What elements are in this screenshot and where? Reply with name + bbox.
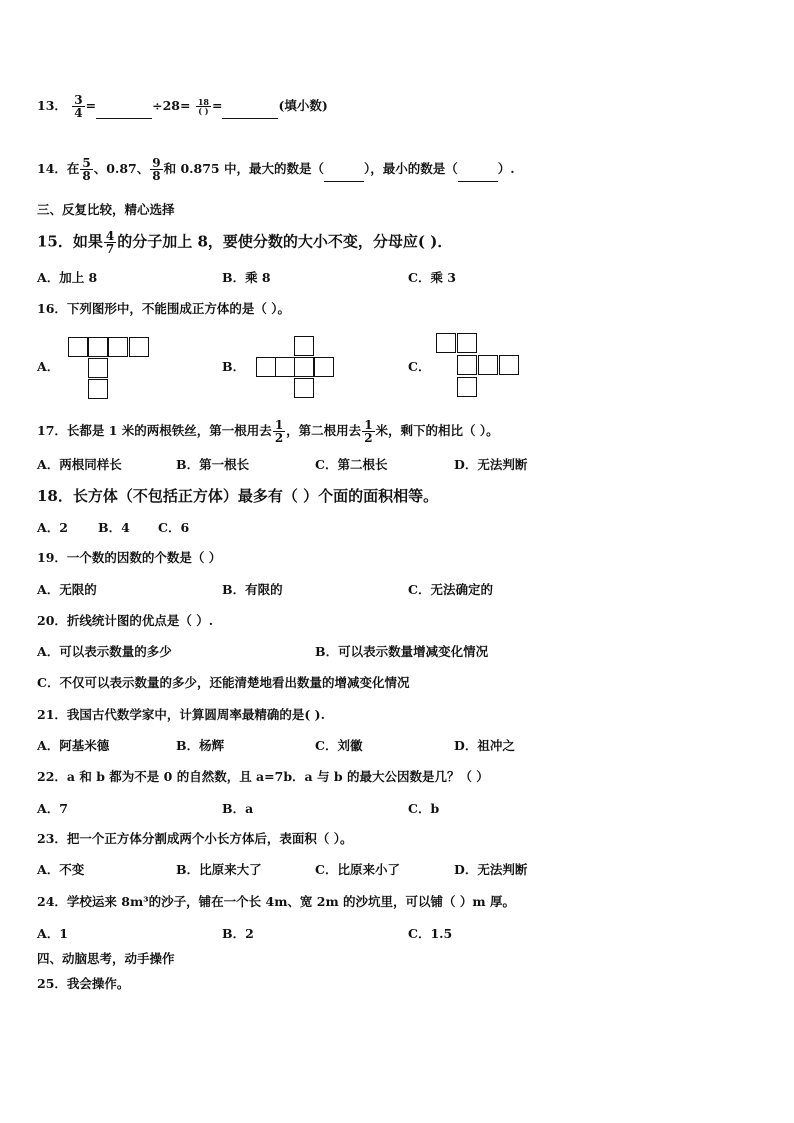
net-square (88, 358, 108, 378)
option-c[interactable]: C．b (408, 801, 440, 816)
net-square (457, 333, 477, 353)
net-square (499, 355, 519, 375)
section-heading: 三、反复比较，精心选择 (37, 202, 175, 217)
option-a[interactable]: A．7 (37, 801, 68, 816)
net-square (294, 357, 314, 377)
question-14: 14．在 $\frac{5}{8}$ 、0.87、 $\frac{9}{8}$ 和 0.875 中，最大的数是（ ），最小的数是（ ）. (37, 156, 515, 183)
option-c[interactable]: C． (408, 359, 431, 374)
option-c[interactable]: C．刘徽 (315, 738, 363, 753)
option-a[interactable]: A．加上 8 (37, 270, 98, 285)
option-b[interactable]: B．杨辉 (176, 738, 225, 753)
section-heading: 四、动脑思考，动手操作 (37, 951, 175, 966)
net-square (68, 337, 88, 357)
net-square (436, 333, 456, 353)
option-b[interactable]: B．乘 8 (222, 270, 271, 285)
option-d[interactable]: D．祖冲之 (454, 738, 515, 753)
answer-blank[interactable] (458, 167, 498, 182)
question-18: 18．长方体（不包括正方体）最多有（ ）个面的面积相等。 (37, 487, 439, 505)
fraction: $\frac{9}{8}$ (152, 156, 161, 183)
option-d[interactable]: D．无法判断 (454, 457, 528, 472)
option-b[interactable]: B． (222, 359, 246, 374)
option-c[interactable]: C．乘 3 (408, 270, 456, 285)
option-a[interactable]: A．不变 (37, 862, 85, 877)
net-square (294, 336, 314, 356)
net-square (457, 377, 477, 397)
question-23: 23．把一个正方体分割成两个小长方体后，表面积（ ）。 (37, 831, 353, 846)
question-16: 16．下列图形中，不能围成正方体的是（ ）。 (37, 301, 290, 316)
option-b[interactable]: B．可以表示数量增减变化情况 (315, 644, 489, 659)
option-d[interactable]: D．无法判断 (454, 862, 528, 877)
option-b[interactable]: B．a (222, 801, 254, 816)
question-21: 21．我国古代数学家中，计算圆周率最精确的是( ). (37, 707, 325, 722)
fraction: $\frac{1}{2}$ (364, 418, 373, 445)
question-15: 15．如果 $\frac{4}{7}$ 的分子加上 8，要使分数的大小不变，分母应( )． (37, 229, 453, 256)
option-a[interactable]: A．可以表示数量的多少 (37, 644, 172, 659)
net-square (294, 378, 314, 398)
option-c[interactable]: C．比原来小了 (315, 862, 400, 877)
option-c[interactable]: C．6 (158, 520, 190, 535)
answer-blank[interactable] (96, 104, 152, 119)
net-square (457, 355, 477, 375)
net-square (88, 337, 108, 357)
answer-blank[interactable] (222, 104, 278, 119)
option-a[interactable]: A．两根同样长 (37, 457, 122, 472)
option-c[interactable]: C．无法确定的 (408, 582, 493, 597)
net-square (129, 337, 149, 357)
option-b[interactable]: B．比原来大了 (176, 862, 262, 877)
fraction: $\frac{18}{( )}$ (197, 97, 209, 116)
option-a[interactable]: A．2 (37, 520, 68, 535)
option-b[interactable]: B．有限的 (222, 582, 283, 597)
net-square (314, 357, 334, 377)
question-22: 22．a 和 b 都为不是 0 的自然数，且 a=7b．a 与 b 的最大公因数是几？（ ） (37, 769, 489, 784)
question-24: 24．学校运来 8m³的沙子，铺在一个长 4m、宽 2m 的沙坑里，可以铺（ ）m 厚。 (37, 894, 515, 909)
fraction: $\frac{4}{7}$ (105, 229, 115, 256)
net-square (275, 357, 295, 377)
question-25: 25．我会操作。 (37, 976, 130, 991)
question-17: 17．长都是 1 米的两根铁丝，第一根用去 $\frac{1}{2}$ ，第二根用去 $\frac{1}{2}$ 米，剩下的相比（ ）。 (37, 418, 499, 445)
fraction: $\frac{1}{2}$ (274, 418, 284, 445)
option-c[interactable]: C．第二根长 (315, 457, 388, 472)
option-b[interactable]: B．第一根长 (176, 457, 250, 472)
option-c[interactable]: C．1.5 (408, 926, 453, 941)
fraction: $\frac{3}{4}$ (74, 93, 83, 120)
net-square (108, 337, 128, 357)
option-a[interactable]: A．无限的 (37, 582, 97, 597)
net-square (256, 357, 276, 377)
net-square (88, 379, 108, 399)
option-a[interactable]: A． (37, 359, 60, 374)
answer-blank[interactable] (324, 167, 364, 182)
question-20: 20．折线统计图的优点是（ ）. (37, 613, 214, 628)
question-19: 19．一个数的因数的个数是（ ） (37, 550, 222, 565)
option-b[interactable]: B．2 (222, 926, 254, 941)
option-b[interactable]: B．4 (98, 520, 130, 535)
option-a[interactable]: A．1 (37, 926, 68, 941)
question-13: 13． $\frac{3}{4}$ = ÷28= $\frac{18}{( )}$ = (填小数) (37, 93, 328, 120)
net-square (478, 355, 498, 375)
fraction: $\frac{5}{8}$ (82, 156, 91, 183)
option-a[interactable]: A．阿基米德 (37, 738, 110, 753)
option-c[interactable]: C．不仅可以表示数量的多少，还能清楚地看出数量的增减变化情况 (37, 675, 410, 690)
